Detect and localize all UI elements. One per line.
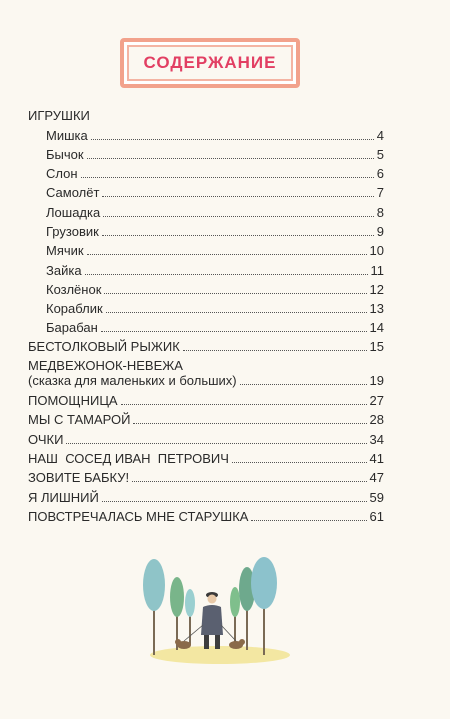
- toc-item-label: Кораблик: [46, 301, 103, 316]
- toc-item-label: Мишка: [46, 128, 88, 143]
- toc-entry-label: МЕДВЕЖОНОК-НЕВЕЖА: [28, 358, 183, 373]
- toc-item-label: Грузовик: [46, 224, 99, 239]
- toc-item-page: 6: [376, 166, 384, 181]
- dot-leader: [251, 508, 366, 521]
- toc-entry-label: Я ЛИШНИЙ: [28, 490, 99, 505]
- toc-item[interactable]: [46, 241, 384, 261]
- toc-item[interactable]: [46, 126, 384, 146]
- toc-item-page: 13: [369, 301, 384, 316]
- dot-leader: [102, 223, 374, 236]
- toc-item-page: 10: [369, 243, 384, 258]
- toc-item-page: 9: [376, 224, 384, 239]
- toc-item[interactable]: [46, 145, 384, 165]
- toc-item[interactable]: [46, 183, 384, 203]
- toc-item-label: Мячик: [46, 243, 84, 258]
- toc-entry[interactable]: [28, 449, 384, 469]
- toc-entry-page: 27: [369, 393, 384, 408]
- dot-leader: [132, 469, 366, 482]
- dot-leader: [240, 372, 367, 385]
- toc-entry[interactable]: [28, 410, 384, 430]
- toc-item-page: 7: [376, 185, 384, 200]
- toc-item[interactable]: [46, 222, 384, 242]
- toc-item-label: Самолёт: [46, 185, 100, 200]
- toc-section-heading: ИГРУШКИ: [28, 108, 90, 123]
- toc-item[interactable]: [46, 318, 384, 338]
- title-frame: [120, 38, 300, 88]
- dot-leader: [183, 338, 367, 351]
- toc-item-page: 8: [376, 205, 384, 220]
- toc-item[interactable]: [46, 261, 384, 281]
- dot-leader: [102, 489, 367, 502]
- dot-leader: [91, 127, 374, 140]
- toc-item[interactable]: [46, 203, 384, 223]
- toc-item[interactable]: [46, 164, 384, 184]
- toc-item[interactable]: [46, 299, 384, 319]
- toc-item-label: Барабан: [46, 320, 98, 335]
- tree-left-tall: [143, 559, 165, 655]
- page-title: СОДЕРЖАНИЕ: [143, 53, 277, 72]
- toc-entry-page: 41: [369, 451, 384, 466]
- toc-entry-page: 34: [369, 432, 384, 447]
- dot-leader: [232, 450, 367, 463]
- dot-leader: [101, 319, 367, 332]
- toc-entry[interactable]: [28, 391, 384, 411]
- toc-entry-label: ЗОВИТЕ БАБКУ!: [28, 470, 130, 485]
- toc-entry-page: 28: [369, 412, 384, 427]
- toc-entry[interactable]: [28, 337, 384, 357]
- toc-entry-label: ПОМОЩНИЦА: [28, 393, 118, 408]
- toc-entry-label: МЫ С ТАМАРОЙ: [28, 412, 131, 427]
- toc-entry-label: ПОВСТРЕЧАЛАСЬ МНЕ СТАРУШКА: [28, 509, 249, 524]
- dot-leader: [133, 411, 366, 424]
- dot-leader: [102, 184, 373, 197]
- park-illustration: [140, 555, 300, 665]
- toc-item-label: Бычок: [46, 147, 84, 162]
- toc-entry-page: 61: [369, 509, 384, 524]
- toc-entry-label: ОЧКИ: [28, 432, 64, 447]
- toc-entry[interactable]: [28, 371, 384, 391]
- toc-item-page: 11: [370, 263, 384, 278]
- dot-leader: [87, 242, 367, 255]
- tree-left-mid: [170, 577, 184, 650]
- dot-leader: [66, 431, 366, 444]
- toc-item-label: Лошадка: [46, 205, 101, 220]
- toc-entry-page: 47: [369, 470, 384, 485]
- walking-man: [201, 592, 223, 649]
- dot-leader: [106, 300, 367, 313]
- toc-item-label: Слон: [46, 166, 78, 181]
- dot-leader: [87, 146, 374, 159]
- dot-leader: [121, 392, 367, 405]
- toc-entry[interactable]: [28, 468, 384, 488]
- toc-item-page: 5: [376, 147, 384, 162]
- toc-entry-page: 15: [369, 339, 384, 354]
- toc-entry[interactable]: [28, 507, 384, 527]
- tree-left-small: [185, 589, 195, 645]
- toc-entry-label: БЕСТОЛКОВЫЙ РЫЖИК: [28, 339, 180, 354]
- dog-right: [221, 625, 245, 649]
- toc-item-page: 12: [369, 282, 384, 297]
- dot-leader: [81, 165, 374, 178]
- toc-entry[interactable]: [28, 430, 384, 450]
- toc-entry-page: 19: [369, 373, 384, 388]
- toc-item[interactable]: [46, 280, 384, 300]
- toc-item-label: Козлёнок: [46, 282, 102, 297]
- toc-entry[interactable]: [28, 488, 384, 508]
- dot-leader: [85, 262, 368, 275]
- dot-leader: [104, 281, 366, 294]
- toc-item-page: 4: [376, 128, 384, 143]
- toc-entry-page: 59: [369, 490, 384, 505]
- toc-entry-subtitle: (сказка для маленьких и больших): [28, 373, 237, 388]
- dot-leader: [103, 204, 374, 217]
- tree-right-tall: [251, 557, 277, 655]
- toc-item-label: Зайка: [46, 263, 82, 278]
- toc-entry-label: НАШ СОСЕД ИВАН ПЕТРОВИЧ: [28, 451, 229, 466]
- toc-item-page: 14: [369, 320, 384, 335]
